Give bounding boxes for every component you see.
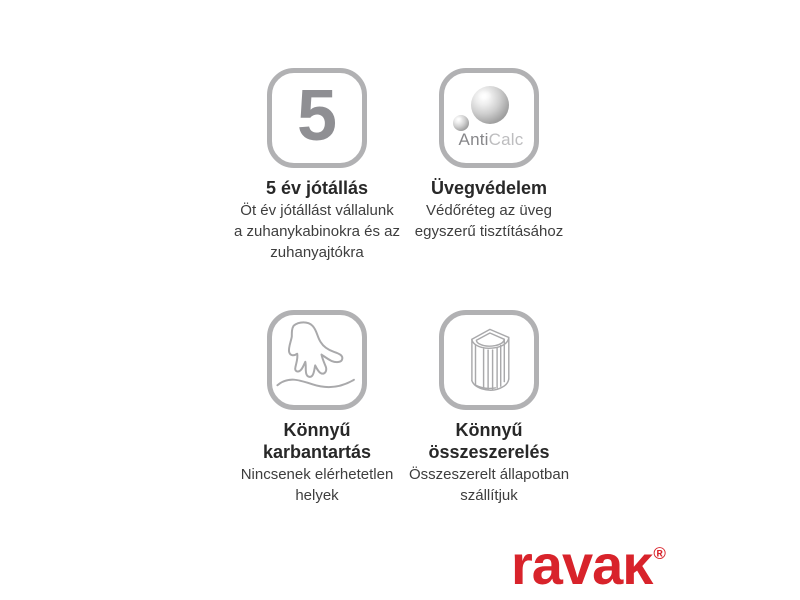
easy-assembly-tile	[439, 310, 539, 410]
glass-protection-tile	[439, 68, 539, 168]
bubble-small-icon	[453, 115, 469, 131]
anticalc-word-light: Calc	[488, 130, 524, 149]
feature-title-easy-maintenance	[217, 419, 417, 463]
anticalc-icon	[444, 73, 534, 163]
feature-title-warranty	[217, 177, 417, 199]
feature-glass-protection	[389, 68, 589, 242]
feature-title-glass-protection	[389, 177, 589, 199]
feature-title-easy-assembly	[389, 419, 589, 463]
title-line: Könnyű	[455, 420, 523, 440]
desc-line: szállítjuk	[460, 487, 518, 504]
registered-mark-icon: ®	[653, 544, 666, 563]
anticalc-wordmark	[440, 130, 542, 150]
desc-line: Összeszerelt állapotban	[408, 466, 570, 483]
feature-desc-easy-maintenance	[217, 464, 417, 506]
bubble-large-icon	[471, 86, 509, 124]
feature-desc-easy-assembly	[389, 464, 589, 506]
warranty-tile	[267, 68, 367, 168]
number-5-icon: 5	[296, 76, 338, 156]
desc-line: a zuhanykabinokra és az	[234, 223, 400, 240]
anticalc-word-dark: Anti	[458, 130, 489, 149]
desc-line: Védőréteg az üveg	[426, 202, 552, 219]
title-line: 5 év jótállás	[265, 178, 369, 198]
desc-line: egyszerű tisztításához	[414, 223, 564, 240]
title-line: összeszerelés	[428, 442, 550, 462]
ravak-wordmark: ravaĸ	[511, 533, 653, 596]
feature-desc-warranty	[217, 200, 417, 263]
desc-line: zuhanyajtókra	[270, 244, 364, 261]
hand-icon	[272, 315, 362, 405]
title-line: karbantartás	[262, 442, 372, 462]
desc-line: Nincsenek elérhetetlen	[240, 466, 394, 483]
title-line: Könnyű	[283, 420, 351, 440]
feature-desc-glass-protection	[389, 200, 589, 242]
title-line: Üvegvédelem	[430, 178, 548, 198]
feature-warranty	[217, 68, 417, 263]
easy-maintenance-tile	[267, 310, 367, 410]
feature-easy-assembly	[389, 310, 589, 506]
desc-line: helyek	[295, 487, 339, 504]
ravak-logo	[511, 533, 666, 596]
shower-cabin-icon	[444, 315, 534, 405]
desc-line: Öt év jótállást vállalunk	[240, 202, 394, 219]
feature-easy-maintenance	[217, 310, 417, 506]
